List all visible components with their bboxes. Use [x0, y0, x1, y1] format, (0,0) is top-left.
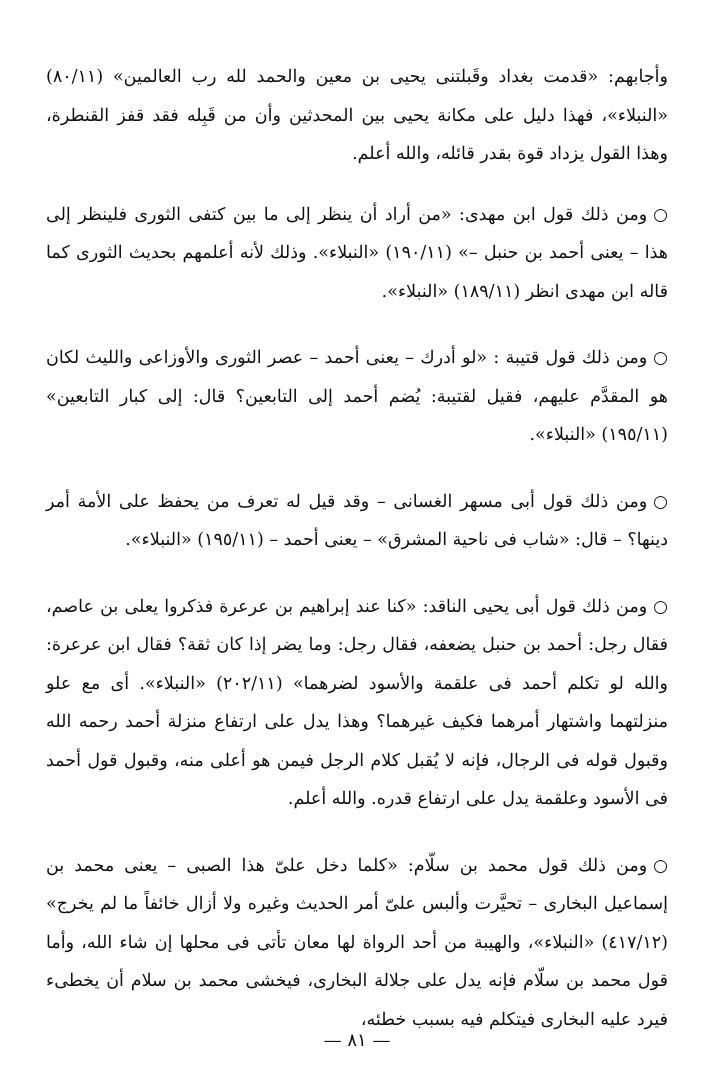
paragraph-1 — [46, 58, 668, 174]
circle-bullet-icon: ○ — [653, 596, 668, 617]
paragraph-text: ومن ذلك قول أبى مسهر الغسانى – وقد قيل له تعرف من يحفظ على الأمة أمر دينها؟ – قال: «شاب فى ناحية المشرق» – يعنى أحمد – (١٩٥/١١) «النبلاء». — [46, 491, 668, 550]
paragraph-text: ومن ذلك قول محمد بن سلّام: «كلما دخل علىّ هذا الصبى – يعنى محمد بن إسماعيل البخارى – تحيَّرت وألبس علىّ أمر الحديث وغيره ولا أزال خائفاً ما لم يخرج» (٤١٧/١٢) «النبلاء»، والهيبة من أحد الرواة لها معان تأتى فى محلها إن شاء الله، وأما قول محمد بن سلّام فإنه يدل على جلالة البخارى، فيخشى محمد بن سلام أن يخطىء فيرد عليه البخارى فيتكلم فيه بسبب خطئه، — [46, 855, 668, 1030]
paragraph-3 — [46, 339, 668, 455]
circle-bullet-icon: ○ — [653, 855, 668, 876]
paragraph-text: ومن ذلك قول أبى يحيى الناقد: «كنا عند إبراهيم بن عرعرة فذكروا يعلى بن عاصم، فقال رجل: أحمد بن حنبل يضعفه، فقال رجل: وما يضر إذا كان ثقة؟ فقال ابن عرعرة: والله لو تكلم أحمد فى علقمة والأسود لضرهما» (٢٠٢/١١) «النبلاء». أى مع علو منزلتهما واشتهار أمرهما فكيف غيرهما؟ وهذا يدل على ارتفاع منزلة أحمد رحمه الله وقبول قوله فى الرجال، فإنه لا يُقبل كلام الرجل فيمن هو أعلى منه، وقبول قول أحمد فى الأسود وعلقمة يدل على ارتفاع قدره. والله أعلم. — [46, 596, 668, 809]
paragraph-text: ومن ذلك قول ابن مهدى: «من أراد أن ينظر إلى ما بين كتفى الثورى فلينظر إلى هذا – يعنى أحمد بن حنبل –» (١٩٠/١١) «النبلاء». وذلك لأنه أعلمهم بحديث الثورى كما قاله ابن مهدى انظر (١٨٩/١١) «النبلاء». — [46, 204, 668, 302]
page-number: — ٨١ — — [323, 1030, 391, 1051]
page-body — [46, 58, 668, 1067]
circle-bullet-icon: ○ — [653, 491, 668, 512]
paragraph-2 — [46, 196, 668, 312]
paragraph-4 — [46, 483, 668, 560]
paragraph-6 — [46, 847, 668, 1040]
circle-bullet-icon: ○ — [653, 348, 668, 368]
paragraph-text: ومن ذلك قول قتيبة : «لو أدرك – يعنى أحمد – عصر الثورى والأوزاعى والليث لكان هو المقدَّم عليهم، فقيل لقتيبة: يُضم أحمد إلى التابعين؟ قال: إلى كبار التابعين» (١٩٥/١١) «النبلاء». — [46, 348, 668, 445]
paragraph-5 — [46, 588, 668, 819]
paragraph-text: وأجابهم: «قدمت بغداد وقَبلتنى يحيى بن معين والحمد لله رب العالمين» (٨٠/١١) «النبلاء»، فهذا دليل على مكانة يحيى بين المحدثين وأن من قَبِله فقد قفز القنطرة، وهذا القول يزداد قوة بقدر قائله، والله أعلم. — [46, 67, 668, 164]
circle-bullet-icon: ○ — [653, 204, 668, 225]
